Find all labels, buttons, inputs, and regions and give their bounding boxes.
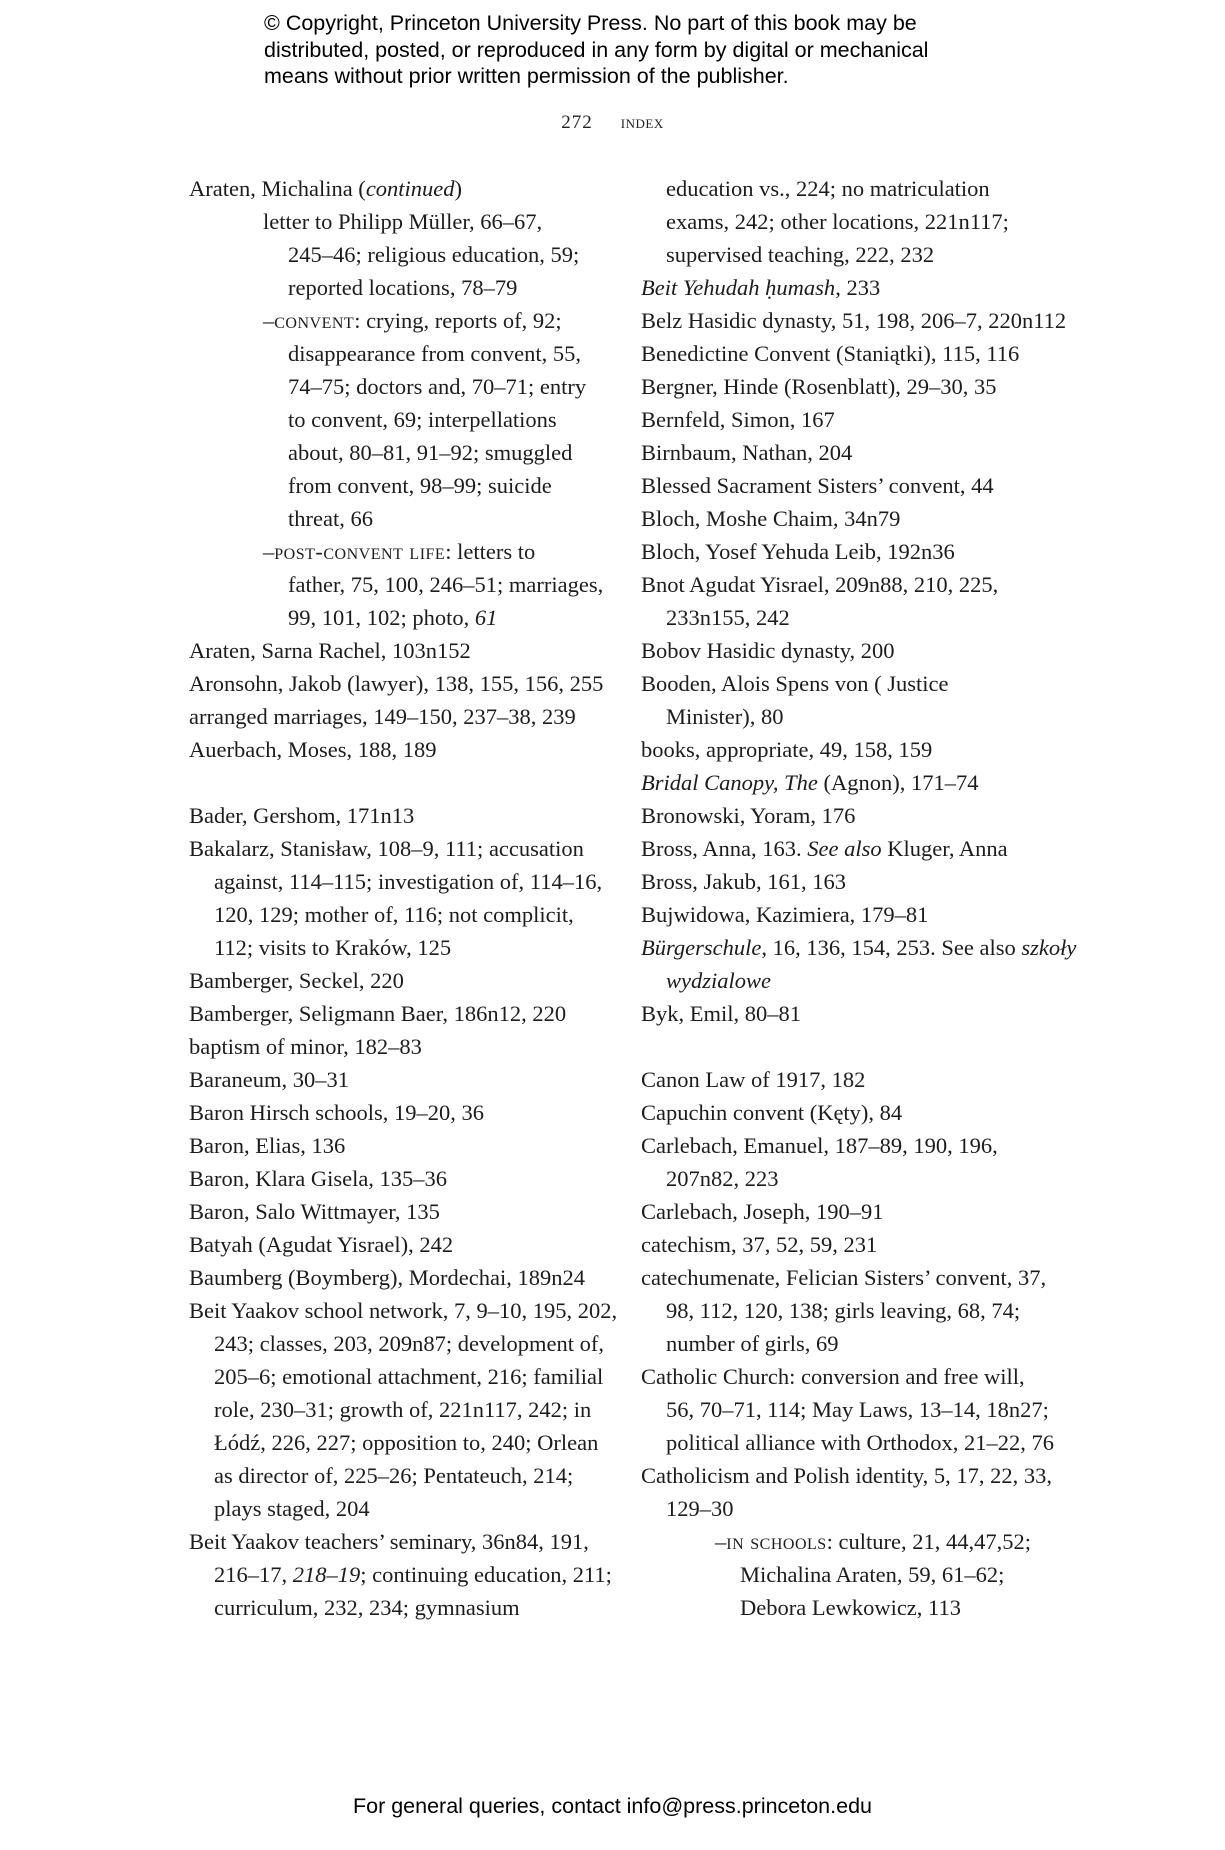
index-entry-line (189, 667, 609, 700)
entry-text: Minister), 80 (666, 704, 784, 729)
entry-text: Araten, Sarna Rachel, 103n152 (189, 638, 471, 663)
entry-text: letter to Philipp Müller, 66–67, (263, 209, 543, 234)
index-entry-line (189, 700, 609, 733)
index-entry-line (189, 1228, 609, 1261)
entry-text: Baumberg (Boymberg), Mordechai, 189n24 (189, 1265, 585, 1290)
entry-text: to convent, 69; interpellations (288, 407, 557, 432)
index-entry-line (189, 931, 609, 964)
entry-text: education vs., 224; no matriculation (666, 176, 990, 201)
entry-text: 216–17, (214, 1562, 293, 1587)
index-entry-line (641, 1393, 1061, 1426)
entry-text: Byk, Emil, 80–81 (641, 1001, 802, 1026)
index-entry-line (189, 1327, 609, 1360)
index-entry-line (189, 997, 609, 1030)
index-entry-line (641, 898, 1061, 931)
entry-text: from convent, 98–99; suicide (288, 473, 552, 498)
small-caps-subhead: in schools (726, 1529, 827, 1554)
index-entry-line (189, 1096, 609, 1129)
running-head (0, 112, 1225, 134)
copyright-line: distributed, posted, or reproduced in any form by digital or mechanical (264, 37, 929, 62)
page-number: 272 (561, 112, 593, 133)
entry-text: father, 75, 100, 246–51; marriages, (288, 572, 604, 597)
index-entry-line (641, 1063, 1061, 1096)
index-entry-line (189, 1261, 609, 1294)
entry-text: Blessed Sacrament Sisters’ convent, 44 (641, 473, 994, 498)
index-entry-line (189, 469, 609, 502)
index-entry-line (641, 1129, 1061, 1162)
entry-text: Bamberger, Seckel, 220 (189, 968, 404, 993)
copyright-line: © Copyright, Princeton University Press. No part of this book may be (264, 11, 917, 35)
index-entry-line (641, 271, 1061, 304)
index-entry-line (189, 172, 609, 205)
index-entry-line (641, 1426, 1061, 1459)
index-entry-line (189, 370, 609, 403)
entry-text: 207n82, 223 (666, 1166, 779, 1191)
index-entry-line (641, 436, 1061, 469)
entry-text: 245–46; religious education, 59; (288, 242, 580, 267)
entry-text: against, 114–115; investigation of, 114–16, (214, 869, 603, 894)
index-entry-line (641, 865, 1061, 898)
index-entry-line (189, 832, 609, 865)
index-entry-line (189, 535, 609, 568)
index-entry-line (189, 1063, 609, 1096)
index-entry-line (189, 1426, 609, 1459)
entry-text: 243; classes, 203, 209n87; development of, (214, 1331, 604, 1356)
index-entry-line (189, 1162, 609, 1195)
entry-text: exams, 242; other locations, 221n117; (666, 209, 1009, 234)
index-entry-line (189, 964, 609, 997)
entry-text: Capuchin convent (Kęty), 84 (641, 1100, 903, 1125)
index-entry-line (641, 997, 1061, 1030)
entry-text: Batyah (Agudat Yisrael), 242 (189, 1232, 454, 1257)
entry-text: – (263, 539, 275, 564)
index-entry-line (641, 370, 1061, 403)
entry-text: : crying, reports of, 92; (354, 308, 562, 333)
index-entry-line (189, 271, 609, 304)
index-entry-line (641, 304, 1067, 337)
index-entry-line (189, 634, 609, 667)
index-entry-line (641, 502, 1061, 535)
entry-text: Bobov Hasidic dynasty, 200 (641, 638, 895, 663)
entry-text: Baron, Elias, 136 (189, 1133, 346, 1158)
index-entry-line (641, 1162, 1061, 1195)
index-entry-line (641, 1459, 1061, 1492)
index-entry-line (189, 1393, 609, 1426)
entry-text: – (263, 308, 275, 333)
index-entry-line (189, 1558, 612, 1591)
index-entry-line (189, 403, 609, 436)
entry-text: about, 80–81, 91–92; smuggled (288, 440, 573, 465)
index-entry-line (641, 205, 1061, 238)
copyright-notice (264, 10, 1024, 90)
index-entry-line (641, 1525, 1061, 1558)
index-entry-line (641, 1096, 1061, 1129)
entry-text: reported locations, 78–79 (288, 275, 518, 300)
index-entry-line (641, 634, 1061, 667)
index-entry-line (189, 1294, 618, 1327)
entry-text: supervised teaching, 222, 232 (666, 242, 935, 267)
entry-text: threat, 66 (288, 506, 373, 531)
index-entry-line (189, 1030, 609, 1063)
entry-text: Kluger, Anna (881, 836, 1008, 861)
index-entry-line (641, 1195, 1061, 1228)
index-entry-line (189, 1129, 609, 1162)
copyright-line: means without prior written permission of the publisher. (264, 64, 789, 88)
entry-text: Debora Lewkowicz, 113 (740, 1595, 961, 1620)
entry-text: 120, 129; mother of, 116; not complicit, (214, 902, 574, 927)
index-spacer (189, 766, 609, 799)
index-entry-line (641, 1492, 1061, 1525)
italic-text: 61 (474, 605, 498, 630)
italic-text: 218–19 (292, 1562, 361, 1587)
entry-text: Bakalarz, Stanisław, 108–9, 111; accusation (189, 836, 584, 861)
entry-text: plays staged, 204 (214, 1496, 370, 1521)
entry-text: Catholic Church: conversion and free will, (641, 1364, 1025, 1389)
index-entry-line (189, 205, 609, 238)
index-entry-line (189, 601, 609, 634)
index-entry-line (189, 1195, 609, 1228)
index-entry-line (641, 469, 1061, 502)
entry-text: ; continuing education, 211; (360, 1562, 612, 1587)
small-caps-subhead: convent (274, 308, 355, 333)
index-entry-line (641, 403, 1061, 436)
entry-text: as director of, 225–26; Pentateuch, 214; (214, 1463, 574, 1488)
entry-text: number of girls, 69 (666, 1331, 839, 1356)
entry-text: arranged marriages, 149–150, 237–38, 239 (189, 704, 576, 729)
entry-text: Bergner, Hinde (Rosenblatt), 29–30, 35 (641, 374, 997, 399)
index-entry-line (189, 1459, 609, 1492)
entry-text: Baron, Klara Gisela, 135–36 (189, 1166, 448, 1191)
index-entry-line (641, 1558, 1061, 1591)
index-entry-line (189, 1525, 609, 1558)
entry-text: Beit Yaakov school network, 7, 9–10, 195, 202, (189, 1298, 618, 1323)
index-entry-line (641, 766, 1061, 799)
entry-text: baptism of minor, 182–83 (189, 1034, 422, 1059)
entry-text: political alliance with Orthodox, 21–22, 76 (666, 1430, 1055, 1455)
entry-text: Łódź, 226, 227; opposition to, 240; Orlean (214, 1430, 599, 1455)
index-entry-line (189, 865, 609, 898)
italic-text: Bridal Canopy, The (641, 770, 818, 795)
entry-text: , 16, 136, 154, 253. See also (761, 935, 1022, 960)
entry-text: Birnbaum, Nathan, 204 (641, 440, 853, 465)
section-title: index (620, 112, 664, 133)
index-entry-line (189, 568, 609, 601)
entry-text: 233n155, 242 (666, 605, 790, 630)
index-entry-line (641, 667, 1061, 700)
index-entry-line (641, 1591, 1061, 1624)
italic-text: Bürgerschule (641, 935, 762, 960)
index-spacer (641, 1030, 1061, 1063)
index-entry-line (641, 1360, 1061, 1393)
entry-text: : culture, 21, 44,47,52; (826, 1529, 1032, 1554)
entry-text: disappearance from convent, 55, (288, 341, 582, 366)
index-entry-line (641, 1261, 1061, 1294)
entry-text: 205–6; emotional attachment, 216; familial (214, 1364, 604, 1389)
index-entry-line (641, 964, 1061, 997)
entry-text: , 233 (835, 275, 881, 300)
italic-text: szkoły (1021, 935, 1077, 960)
entry-text: Aronsohn, Jakob (lawyer), 138, 155, 156, 255 (189, 671, 604, 696)
index-entry-line (189, 1492, 609, 1525)
index-entry-line (641, 700, 1061, 733)
entry-text: Michalina Araten, 59, 61–62; (740, 1562, 1005, 1587)
index-entry-line (189, 799, 609, 832)
entry-text: Carlebach, Joseph, 190–91 (641, 1199, 884, 1224)
index-entry-line (641, 1294, 1061, 1327)
italic-text: continued (365, 176, 455, 201)
entry-text: Carlebach, Emanuel, 187–89, 190, 196, (641, 1133, 998, 1158)
entry-text: Bross, Anna, 163. (641, 836, 808, 861)
entry-text: 129–30 (666, 1496, 734, 1521)
entry-text: Bronowski, Yoram, 176 (641, 803, 856, 828)
italic-text: wydzialowe (666, 968, 771, 993)
entry-text: Bross, Jakub, 161, 163 (641, 869, 847, 894)
entry-text: – (715, 1529, 727, 1554)
small-caps-subhead: post-convent life (274, 539, 446, 564)
entry-text: Bamberger, Seligmann Baer, 186n12, 220 (189, 1001, 567, 1026)
entry-text: 74–75; doctors and, 70–71; entry (288, 374, 587, 399)
entry-text: Belz Hasidic dynasty, 51, 198, 206–7, 220n112 (641, 308, 1067, 333)
entry-text: Araten, Michalina ( (189, 176, 366, 201)
index-entry-line (641, 799, 1061, 832)
entry-text: Benedictine Convent (Staniątki), 115, 116 (641, 341, 1020, 366)
entry-text: Bader, Gershom, 171n13 (189, 803, 415, 828)
index-entry-line (641, 832, 1061, 865)
entry-text: Bujwidowa, Kazimiera, 179–81 (641, 902, 929, 927)
italic-text: Beit Yehudah ḥumash (641, 275, 836, 300)
index-entry-line (189, 337, 609, 370)
entry-text: Bloch, Moshe Chaim, 34n79 (641, 506, 901, 531)
index-entry-line (189, 304, 609, 337)
index-entry-line (641, 1228, 1061, 1261)
index-entry-line (641, 1327, 1061, 1360)
index-entry-line (189, 1591, 609, 1624)
index-entry-line (641, 931, 1077, 964)
index-entry-line (641, 568, 1061, 601)
index-entry-line (189, 733, 609, 766)
entry-text: catechumenate, Felician Sisters’ convent, 37, (641, 1265, 1047, 1290)
entry-text: Catholicism and Polish identity, 5, 17, 22, 33, (641, 1463, 1053, 1488)
entry-text: (Agnon), 171–74 (817, 770, 979, 795)
entry-text: Baron, Salo Wittmayer, 135 (189, 1199, 440, 1224)
italic-text: See also (807, 836, 882, 861)
entry-text: 112; visits to Kraków, 125 (214, 935, 452, 960)
entry-text: Booden, Alois Spens von ( Justice (641, 671, 949, 696)
entry-text: catechism, 37, 52, 59, 231 (641, 1232, 878, 1257)
entry-text: Baraneum, 30–31 (189, 1067, 349, 1092)
index-entry-line (189, 436, 609, 469)
index-entry-line (189, 502, 609, 535)
index-entry-line (641, 601, 1061, 634)
index-entry-line (641, 337, 1061, 370)
entry-text: Bnot Agudat Yisrael, 209n88, 210, 225, (641, 572, 999, 597)
entry-text: Auerbach, Moses, 188, 189 (189, 737, 437, 762)
index-entry-line (189, 238, 609, 271)
entry-text: Baron Hirsch schools, 19–20, 36 (189, 1100, 484, 1125)
index-column-left (189, 172, 618, 1624)
index-entry-line (641, 535, 1061, 568)
entry-text: curriculum, 232, 234; gymnasium (214, 1595, 520, 1620)
index-column-right (641, 172, 1077, 1624)
index-entry-line (189, 898, 609, 931)
entry-text: Canon Law of 1917, 182 (641, 1067, 866, 1092)
index-entry-line (641, 172, 1061, 205)
index-entry-line (641, 733, 1061, 766)
entry-text: Bloch, Yosef Yehuda Leib, 192n36 (641, 539, 955, 564)
entry-text: Beit Yaakov teachers’ seminary, 36n84, 191, (189, 1529, 589, 1554)
entry-text: 99, 101, 102; photo, (288, 605, 475, 630)
index-entry-line (189, 1360, 609, 1393)
entry-text: 56, 70–71, 114; May Laws, 13–14, 18n27; (666, 1397, 1049, 1422)
footer-contact: For general queries, contact info@press.princeton.edu (352, 1794, 872, 1818)
entry-text: Bernfeld, Simon, 167 (641, 407, 835, 432)
entry-text: : letters to (445, 539, 536, 564)
index-entry-line (641, 238, 1061, 271)
entry-text: 98, 112, 120, 138; girls leaving, 68, 74; (666, 1298, 1021, 1323)
entry-text: ) (454, 176, 463, 201)
entry-text: role, 230–31; growth of, 221n117, 242; in (214, 1397, 592, 1422)
entry-text: books, appropriate, 49, 158, 159 (641, 737, 933, 762)
